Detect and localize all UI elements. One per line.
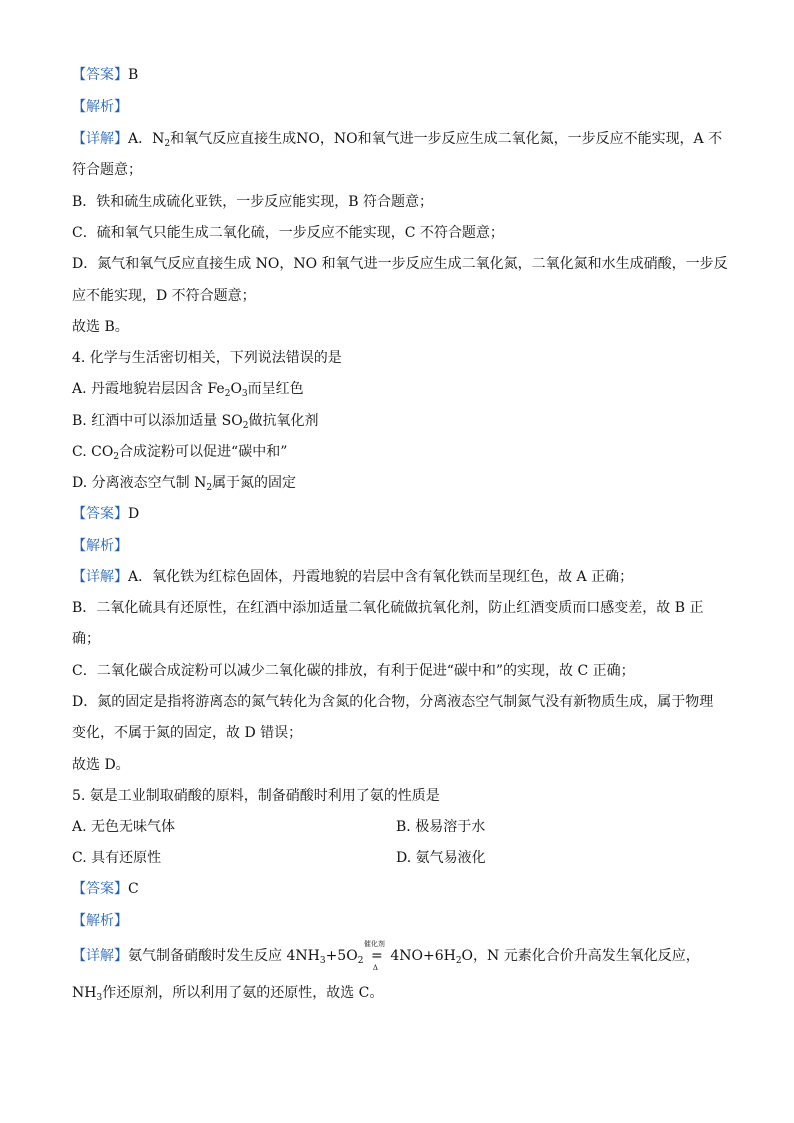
detail-text: A．N xyxy=(128,131,165,147)
detail-text: +5O xyxy=(325,948,358,964)
answer-value: B xyxy=(128,67,139,83)
option-text: C. CO xyxy=(72,444,114,460)
reaction-arrow xyxy=(363,940,386,972)
subscript: 2 xyxy=(113,452,120,462)
option-text: D. 分离液态空气制 N xyxy=(72,475,207,491)
q5-detail xyxy=(72,940,700,972)
q3-detail-d-cont: 应不能实现，D 不符合题意； xyxy=(72,288,256,304)
q3-detail-a-cont: 符合题意； xyxy=(72,162,142,178)
option-text: B. 红酒中可以添加适量 SO xyxy=(72,413,243,429)
catalyst-label: 催化剂 xyxy=(363,940,385,948)
subscript: 3 xyxy=(241,389,248,399)
q5-stem: 5. 氨是工业制取硝酸的原料，制备硝酸时利用了氨的性质是 xyxy=(72,788,440,804)
q5-option-a: A. 无色无味气体 xyxy=(72,819,176,835)
q4-option-b xyxy=(72,411,318,431)
option-text: 而呈红色 xyxy=(247,381,304,397)
equals-sign: = xyxy=(371,948,383,964)
q4-option-a xyxy=(72,379,304,399)
q3-answer-line xyxy=(72,65,138,85)
q4-detail-a xyxy=(72,567,633,587)
detail-text: A．氧化铁为红棕色固体，丹霞地貌的岩层中含有氧化铁而呈现红色，故 A 正确； xyxy=(128,569,634,585)
q4-detail-b: B．二氧化硫具有还原性，在红酒中添加适量二氧化硫做抗氧化剂，防止红酒变质而口感变差，故 B 正 xyxy=(72,600,704,616)
q4-detail-d: D．氮的固定是指将游离态的氮气转化为含氮的化合物，分离液态空气制氮气没有新物质生成，属于物理 xyxy=(72,694,714,710)
option-text: 合成淀粉可以促进“碳中和” xyxy=(119,444,288,460)
q3-detail-a xyxy=(72,129,722,149)
answer-tag: 【答案】 xyxy=(72,881,128,897)
q3-analysis-tag xyxy=(72,97,128,117)
option-text: 做抗氧化剂 xyxy=(248,413,319,429)
subscript: 2 xyxy=(242,421,249,431)
q4-option-c xyxy=(72,442,287,462)
q3-detail-c: C．硫和氧气只能生成二氧化硫，一步反应不能实现，C 不符合题意； xyxy=(72,225,504,241)
detail-text: 和氧气反应直接生成NO，NO和氧气进一步反应生成二氧化氮，一步反应不能实现，A 不 xyxy=(170,131,723,147)
detail-tag: 【详解】 xyxy=(72,131,128,147)
heat-label: Δ xyxy=(372,964,378,972)
q3-detail-d: D．氮气和氧气反应直接生成 NO，NO 和氧气进一步反应生成二氧化氮，二氧化氮和水生成硝酸，一步反 xyxy=(72,256,728,272)
detail-text: NH xyxy=(72,985,97,1001)
q5-analysis-tag xyxy=(72,911,128,931)
detail-text: O，N 元素化合价升高发生氧化反应， xyxy=(461,948,700,964)
q4-answer-line xyxy=(72,504,139,524)
answer-value: D xyxy=(128,506,140,522)
subscript: 2 xyxy=(224,389,231,399)
analysis-tag: 【解析】 xyxy=(72,99,128,115)
q5-option-b: B. 极易溶于水 xyxy=(396,819,486,835)
subscript: 2 xyxy=(357,956,364,966)
analysis-tag: 【解析】 xyxy=(72,538,128,554)
option-text: 属于氮的固定 xyxy=(212,475,297,491)
q5-option-d: D. 氨气易液化 xyxy=(396,850,486,866)
subscript: 3 xyxy=(96,993,103,1003)
q4-option-d xyxy=(72,473,296,493)
answer-tag: 【答案】 xyxy=(72,67,128,83)
q4-detail-c: C．二氧化碳合成淀粉可以减少二氧化碳的排放，有利于促进“碳中和”的实现，故 C 正确； xyxy=(72,663,635,679)
subscript: 2 xyxy=(164,139,171,149)
q5-detail-cont xyxy=(72,983,383,1003)
detail-tag: 【详解】 xyxy=(72,948,128,964)
q4-detail-d-cont: 变化，不属于氮的固定，故 D 错误； xyxy=(72,725,303,741)
q4-analysis-tag xyxy=(72,536,128,556)
answer-value: C xyxy=(128,881,139,897)
option-text: O xyxy=(230,381,242,397)
detail-tag: 【详解】 xyxy=(72,569,128,585)
analysis-tag: 【解析】 xyxy=(72,913,128,929)
option-text: A. 丹霞地貌岩层因含 Fe xyxy=(72,381,225,397)
detail-text: 4NO+6H xyxy=(390,948,456,964)
answer-tag: 【答案】 xyxy=(72,506,128,522)
detail-text: 氨气制备硝酸时发生反应 4NH xyxy=(128,948,320,964)
q5-option-c: C. 具有还原性 xyxy=(72,850,162,866)
subscript: 2 xyxy=(455,956,462,966)
q3-detail-b: B．铁和硫生成硫化亚铁，一步反应能实现，B 符合题意； xyxy=(72,194,434,210)
q4-detail-b-cont: 确； xyxy=(72,631,100,647)
subscript: 2 xyxy=(206,483,213,493)
q4-conclusion: 故选 D。 xyxy=(72,757,130,773)
detail-text: 作还原剂，所以利用了氨的还原性，故选 C。 xyxy=(102,985,384,1001)
q3-conclusion: 故选 B。 xyxy=(72,319,129,335)
q5-answer-line xyxy=(72,879,139,899)
subscript: 3 xyxy=(319,956,326,966)
q4-stem: 4. 化学与生活密切相关，下列说法错误的是 xyxy=(72,350,342,366)
